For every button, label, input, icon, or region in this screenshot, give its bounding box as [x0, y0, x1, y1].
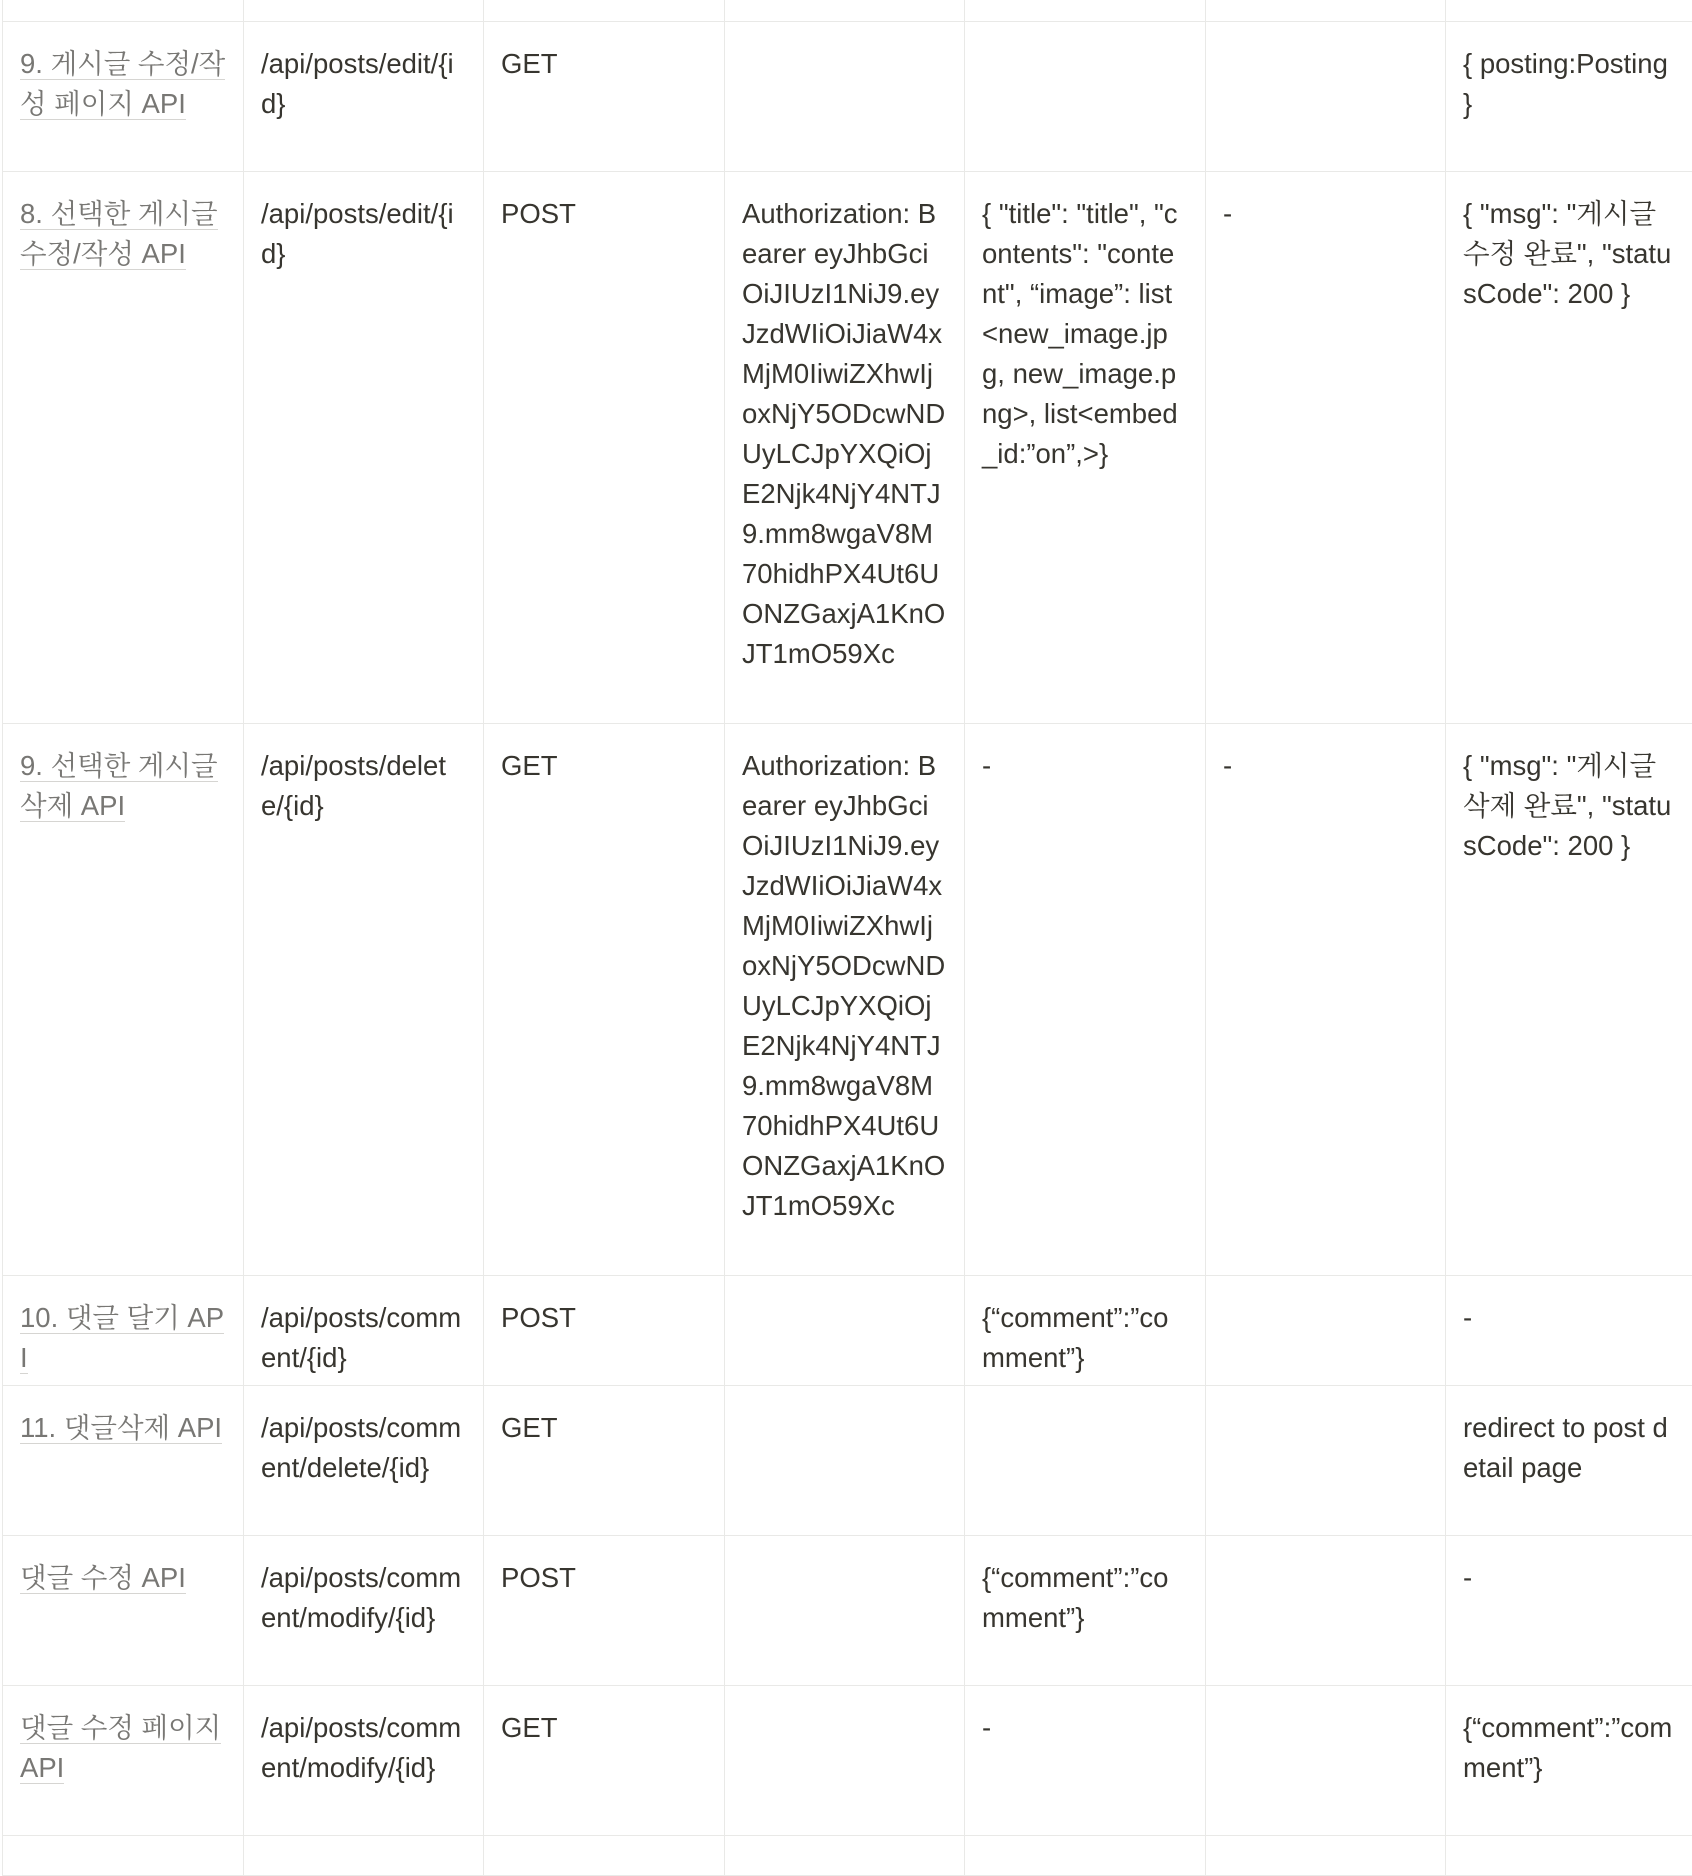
request-cell: { "title": "title", "contents": "content", “image”: list<new_image.jpg, new_image.png>, list<embed_id:”on”,>} [965, 172, 1206, 724]
response-cell: - [1446, 1276, 1692, 1386]
table-row [3, 22, 1692, 172]
api-name-link[interactable]: 8. 선택한 게시글 수정/작성 API [20, 198, 218, 270]
table-cell [1206, 1836, 1446, 1876]
url-cell: /api/posts/delete/{id} [244, 724, 484, 1276]
api-name-link[interactable]: 댓글 수정 API [20, 1562, 186, 1594]
url-cell: /api/posts/comment/modify/{id} [244, 1536, 484, 1686]
method-cell: GET [484, 1686, 725, 1836]
api-name-link[interactable]: 10. 댓글 달기 API [20, 1302, 224, 1374]
table-row [3, 1386, 1692, 1536]
table-row [3, 1276, 1692, 1386]
table-cell [244, 0, 484, 22]
response-cell: { posting:Posting } [1446, 22, 1692, 172]
request-cell: - [965, 724, 1206, 1276]
table-cell [3, 1836, 244, 1876]
api-name-link[interactable]: 댓글 수정 페이지 API [20, 1712, 221, 1784]
header-cell [725, 1276, 965, 1386]
url-cell: /api/posts/edit/{id} [244, 22, 484, 172]
table-cell [965, 1836, 1206, 1876]
table-row [3, 172, 1692, 724]
api-name-link[interactable]: 9. 게시글 수정/작성 페이지 API [20, 48, 225, 120]
response-cell: { "msg": "게시글 삭제 완료", "statusCode": 200 } [1446, 724, 1692, 1276]
header-cell [725, 1686, 965, 1836]
table-cell [1446, 1836, 1692, 1876]
header-cell: Authorization: Bearer eyJhbGciOiJIUzI1NiJ9.eyJzdWIiOiJiaW4xMjM0IiwiZXhwIjoxNjY5ODcwNDUyLCJpYXQiOjE2Njk4NjY4NTJ9.mm8wgaV8M70hidhPX4Ut6UONZGaxjA1KnOJT1mO59Xc [725, 724, 965, 1276]
table-cell [965, 0, 1206, 22]
request-cell: {“comment”:”comment”} [965, 1276, 1206, 1386]
table-cell [725, 1836, 965, 1876]
table-cell [1446, 0, 1692, 22]
request-cell [965, 22, 1206, 172]
api-name-cell [3, 1686, 244, 1836]
response-cell: - [1446, 1536, 1692, 1686]
method-cell: GET [484, 724, 725, 1276]
table-row [3, 1686, 1692, 1836]
method-cell: POST [484, 172, 725, 724]
table-cell [3, 0, 244, 22]
api-name-cell [3, 172, 244, 724]
table-row-partial-top [3, 0, 1692, 22]
table-cell [484, 1836, 725, 1876]
response-cell: { "msg": "게시글 수정 완료", "statusCode": 200 } [1446, 172, 1692, 724]
api-name-link[interactable]: 11. 댓글삭제 API [20, 1412, 222, 1444]
header-cell: Authorization: Bearer eyJhbGciOiJIUzI1NiJ9.eyJzdWIiOiJiaW4xMjM0IiwiZXhwIjoxNjY5ODcwNDUyLCJpYXQiOjE2Njk4NjY4NTJ9.mm8wgaV8M70hidhPX4Ut6UONZGaxjA1KnOJT1mO59Xc [725, 172, 965, 724]
request-cell [965, 1386, 1206, 1536]
query-cell [1206, 1686, 1446, 1836]
header-cell [725, 22, 965, 172]
response-cell: redirect to post detail page [1446, 1386, 1692, 1536]
table-cell [725, 0, 965, 22]
method-cell: POST [484, 1276, 725, 1386]
query-cell: - [1206, 724, 1446, 1276]
table-row-partial-bottom [3, 1836, 1692, 1876]
header-cell [725, 1386, 965, 1536]
table-cell [1206, 0, 1446, 22]
url-cell: /api/posts/comment/delete/{id} [244, 1386, 484, 1536]
api-name-cell [3, 1276, 244, 1386]
request-cell: - [965, 1686, 1206, 1836]
query-cell: - [1206, 172, 1446, 724]
query-cell [1206, 22, 1446, 172]
url-cell: /api/posts/edit/{id} [244, 172, 484, 724]
method-cell: GET [484, 22, 725, 172]
method-cell: GET [484, 1386, 725, 1536]
table-cell [244, 1836, 484, 1876]
query-cell [1206, 1386, 1446, 1536]
query-cell [1206, 1276, 1446, 1386]
api-spec-table [2, 0, 1692, 1876]
api-name-cell [3, 22, 244, 172]
api-name-cell [3, 1386, 244, 1536]
table-row [3, 1536, 1692, 1686]
table-cell [484, 0, 725, 22]
api-name-link[interactable]: 9. 선택한 게시글 삭제 API [20, 750, 218, 822]
response-cell: {“comment”:”comment”} [1446, 1686, 1692, 1836]
query-cell [1206, 1536, 1446, 1686]
url-cell: /api/posts/comment/modify/{id} [244, 1686, 484, 1836]
method-cell: POST [484, 1536, 725, 1686]
api-name-cell [3, 1536, 244, 1686]
header-cell [725, 1536, 965, 1686]
api-name-cell [3, 724, 244, 1276]
request-cell: {“comment”:”comment”} [965, 1536, 1206, 1686]
table-row [3, 724, 1692, 1276]
url-cell: /api/posts/comment/{id} [244, 1276, 484, 1386]
